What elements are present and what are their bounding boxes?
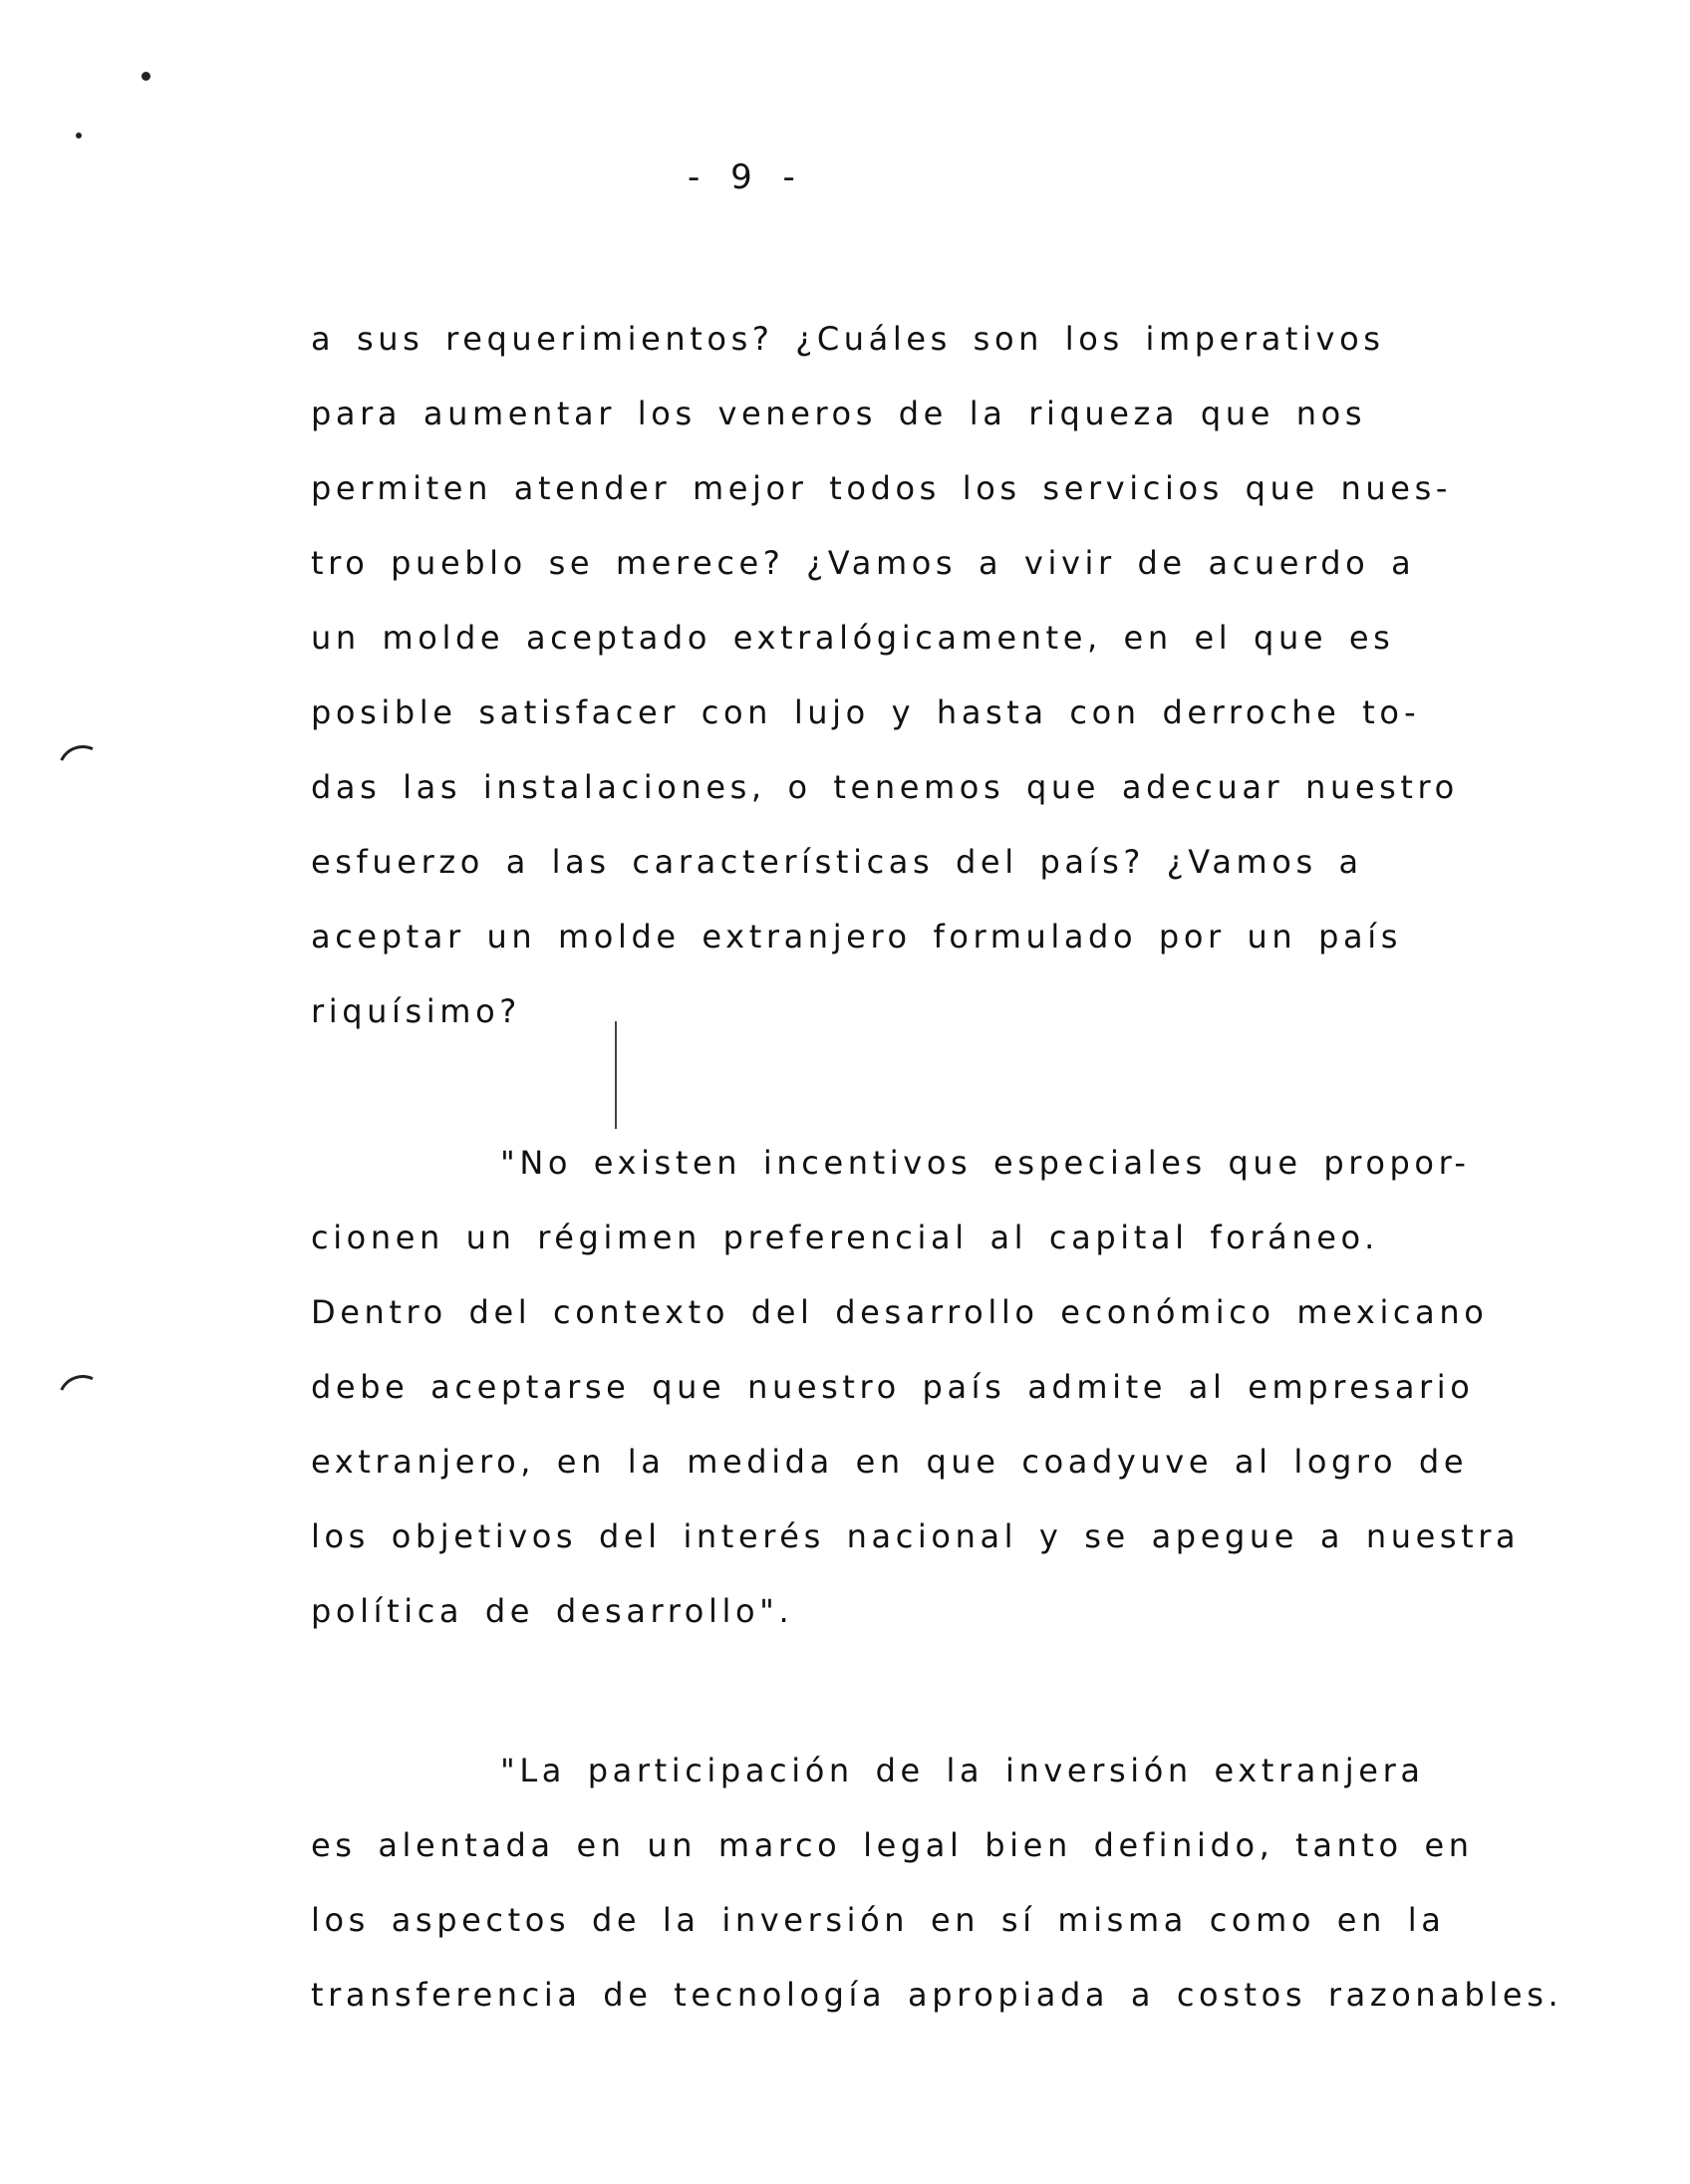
text-line: "No existen incentivos especiales que propor- xyxy=(500,1144,1471,1182)
text-line: un molde aceptado extralógicamente, en el que es xyxy=(311,619,1395,657)
text-line: cionen un régimen preferencial al capital foráneo. xyxy=(311,1219,1379,1256)
text-line: das las instalaciones, o tenemos que adecuar nuestro xyxy=(311,768,1459,806)
text-line: tro pueblo se merece? ¿Vamos a vivir de acuerdo a xyxy=(311,544,1416,582)
text-line: esfuerzo a las características del país? ¿Vamos a xyxy=(311,843,1363,881)
paragraph-3 xyxy=(311,1734,1562,2033)
text-line: Dentro del contexto del desarrollo económico mexicano xyxy=(311,1293,1489,1331)
text-line: política de desarrollo". xyxy=(311,1592,794,1630)
text-line: para aumentar los veneros de la riqueza que nos xyxy=(311,395,1367,432)
scan-speck xyxy=(141,72,150,81)
text-line: permiten atender mejor todos los servicios que nues- xyxy=(311,469,1452,507)
hole-punch-mark xyxy=(51,738,115,802)
scan-speck xyxy=(76,133,82,138)
paragraph-2 xyxy=(311,1126,1520,1649)
text-line: transferencia de tecnología apropiada a costos razonables. xyxy=(311,1976,1563,2014)
paragraph-1 xyxy=(311,302,1459,1049)
text-line: riquísimo? xyxy=(311,992,521,1030)
text-line: posible satisfacer con lujo y hasta con derroche to- xyxy=(311,693,1421,731)
hole-punch-mark xyxy=(51,1368,115,1432)
text-line: a sus requerimientos? ¿Cuáles son los imperativos xyxy=(311,320,1385,358)
text-line: los objetivos del interés nacional y se apegue a nuestra xyxy=(311,1517,1521,1555)
text-line: los aspectos de la inversión en sí misma como en la xyxy=(311,1901,1446,1939)
text-line: "La participación de la inversión extranjera xyxy=(500,1752,1425,1789)
text-line: es alentada en un marco legal bien definido, tanto en xyxy=(311,1826,1474,1864)
text-line: extranjero, en la medida en que coadyuve al logro de xyxy=(311,1443,1469,1481)
text-line: debe aceptarse que nuestro país admite al empresario xyxy=(311,1368,1475,1406)
text-line: aceptar un molde extranjero formulado por un país xyxy=(311,918,1402,956)
page-number: - 9 - xyxy=(688,157,805,197)
